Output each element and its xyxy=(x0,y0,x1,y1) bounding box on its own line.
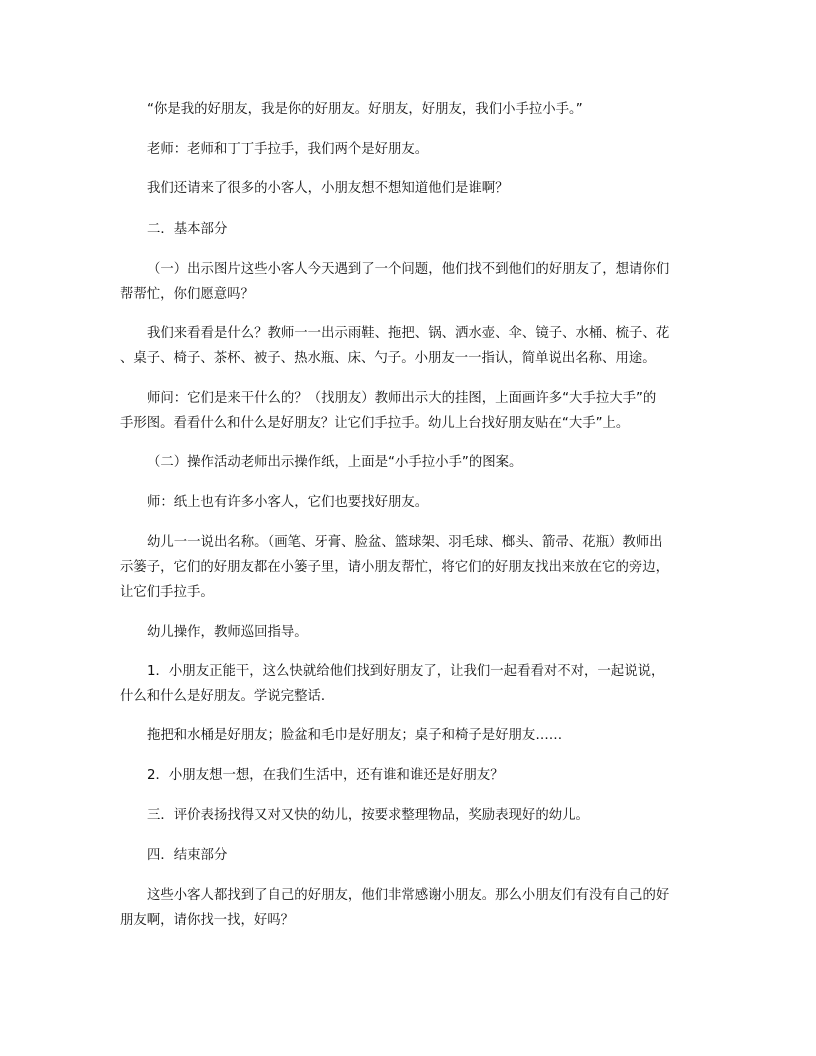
paragraph-guests: 我们还请来了很多的小客人，小朋友想不想知道他们是谁啊？ xyxy=(147,181,509,196)
paragraph-activity: （二）操作活动老师出示操作纸，上面是“小手拉小手”的图案。 xyxy=(147,455,523,470)
paragraph-line: 示篓子，它们的好朋友都在小篓子里，请小朋友帮忙，将它们的好朋友找出来放在它的旁边， xyxy=(120,560,670,575)
paragraph-line: 手形图。看看什么和什么是好朋友？让它们手拉手。幼儿上台找好朋友贴在“大手”上。 xyxy=(120,416,630,431)
section-heading-basic: 二．基本部分 xyxy=(147,222,228,237)
paragraph-friends-examples: 拖把和水桶是好朋友；脸盆和毛巾是好朋友；桌子和椅子是好朋友…… xyxy=(147,728,563,743)
paragraph-line: 、桌子、椅子、茶杯、被子、热水瓶、床、勺子。小朋友一一指认，简单说出名称、用途。 xyxy=(120,351,656,366)
paragraph-line: 什么和什么是好朋友。学说完整话． xyxy=(120,689,335,704)
paragraph-item-2: 2．小朋友想一想，在我们生活中，还有谁和谁还是好朋友？ xyxy=(147,768,504,783)
paragraph-song: “你是我的好朋友，我是你的好朋友。好朋友，好朋友，我们小手拉小手。” xyxy=(147,102,583,117)
paragraph-line: 朋友啊，请你找一找，好吗？ xyxy=(120,913,295,928)
paragraph-line: （一）出示图片这些小客人今天遇到了一个问题，他们找不到他们的好朋友了，想请你们 xyxy=(147,262,670,277)
paragraph-ending xyxy=(120,883,696,933)
paragraph-items-list xyxy=(120,321,696,371)
section-heading-ending: 四．结束部分 xyxy=(147,848,228,863)
paragraph-line: 让它们手拉手。 xyxy=(120,585,214,600)
paragraph-show-pictures xyxy=(120,257,696,307)
paragraph-teacher-intro: 老师：老师和丁丁手拉手，我们两个是好朋友。 xyxy=(147,142,429,157)
paragraph-children-names xyxy=(120,530,696,605)
paragraph-line: 帮帮忙，你们愿意吗？ xyxy=(120,287,254,302)
paragraph-line: 1．小朋友正能干，这么快就给他们找到好朋友了，让我们一起看看对不对，一起说说， xyxy=(147,664,665,679)
paragraph-teacher-paper: 师：纸上也有许多小客人，它们也要找好朋友。 xyxy=(147,495,429,510)
paragraph-line: 师问：它们是来干什么的？（找朋友）教师出示大的挂图，上面画许多“大手拉大手”的 xyxy=(147,391,657,406)
paragraph-line: 这些小客人都找到了自己的好朋友，他们非常感谢小朋友。那么小朋友们有没有自己的好 xyxy=(147,888,670,903)
paragraph-teacher-question xyxy=(120,386,696,436)
paragraph-children-operate: 幼儿操作，教师巡回指导。 xyxy=(147,625,308,640)
section-heading-evaluation: 三．评价表扬找得又对又快的幼儿，按要求整理物品，奖励表现好的幼儿。 xyxy=(147,808,589,823)
paragraph-line: 我们来看看是什么？教师一一出示雨鞋、拖把、锅、洒水壶、伞、镜子、水桶、梳子、花 xyxy=(147,326,670,341)
paragraph-line: 幼儿一一说出名称。（画笔、牙膏、脸盆、篮球架、羽毛球、榔头、箭帚、花瓶）教师出 xyxy=(147,535,663,550)
paragraph-item-1 xyxy=(120,659,696,709)
